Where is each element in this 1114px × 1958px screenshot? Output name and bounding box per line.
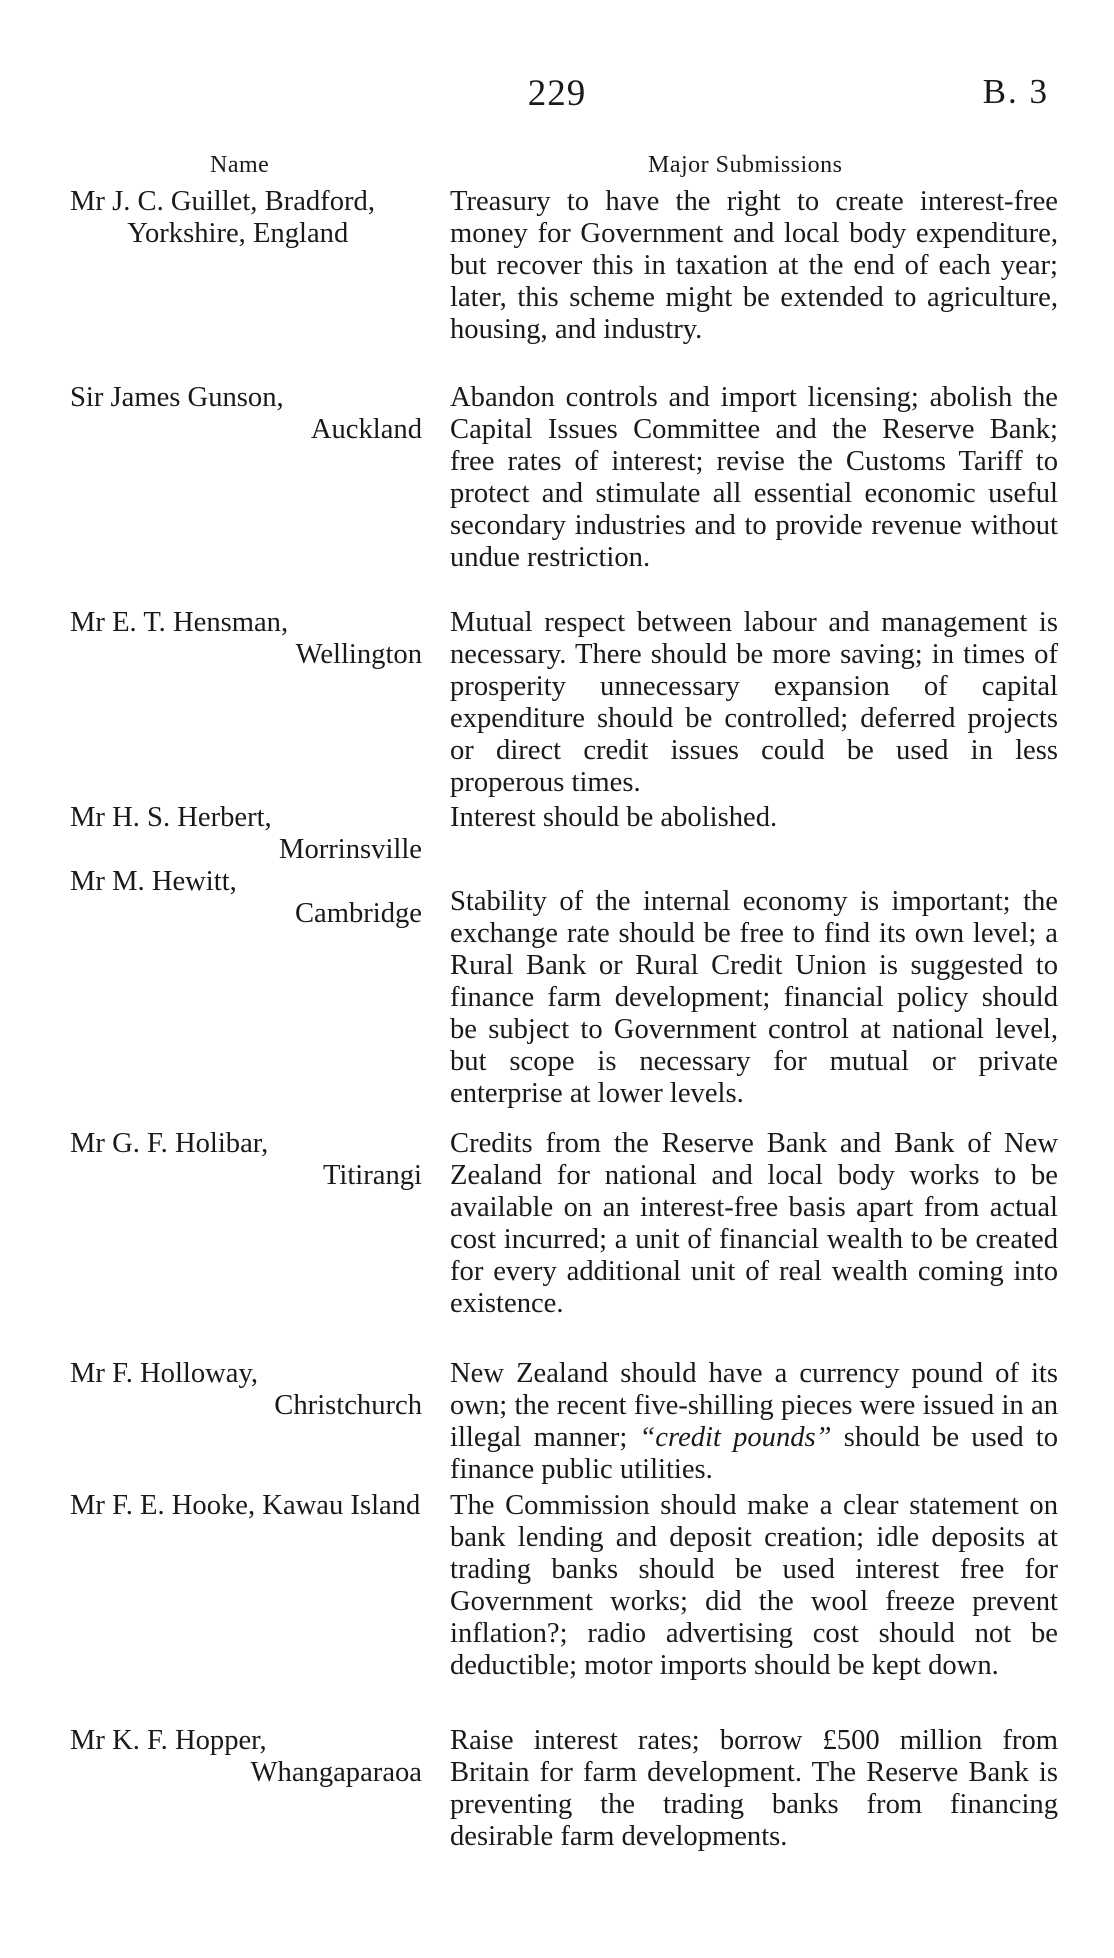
document-reference: B. 3	[982, 72, 1049, 111]
submitter-name: Sir James Gunson,	[70, 382, 284, 413]
column-heading-submissions: Major Submissions	[648, 152, 843, 178]
submitter-name: Mr F. E. Hooke, Kawau Island	[70, 1490, 421, 1521]
submitter-place: Auckland	[310, 414, 422, 445]
submission-text-italic: “credit pounds”	[639, 1422, 832, 1453]
submitter-place: Cambridge	[294, 898, 422, 929]
page-number: 229	[527, 73, 587, 114]
submission-text: Interest should be abolished.	[450, 802, 778, 833]
column-heading-name: Name	[210, 152, 270, 178]
table-row	[70, 802, 1060, 866]
submitter-name: Mr H. S. Herbert,	[70, 802, 272, 833]
submitter-name: Mr J. C. Guillet, Bradford, Yorkshire, England	[70, 186, 375, 249]
submission-text: Mutual respect between labour and management is necessary. There should be more saving; in times of prosperity unnecessary expansion of capital expenditure should be controlled; deferred projects or direct credit issues could be used in less properous times.	[450, 607, 1058, 798]
submitter-name: Mr G. F. Holibar,	[70, 1128, 269, 1159]
submitter-name-cell	[70, 1358, 422, 1490]
submitter-name-cell	[70, 1725, 422, 1855]
submissions-table	[70, 186, 1060, 1855]
table-row	[70, 1358, 1060, 1490]
submitter-name-cell	[70, 607, 422, 802]
submitter-name-cell	[70, 382, 422, 607]
submitter-name-cell	[70, 1128, 422, 1358]
table-row	[70, 186, 1060, 382]
table-row	[70, 1490, 1060, 1725]
submitter-place: Whangaparaoa	[250, 1757, 422, 1788]
submission-text: Treasury to have the right to create interest-free money for Government and local body expenditure, but recover this in taxation at the end of each year; later, this scheme might be extended to agriculture, housing, and industry.	[450, 186, 1058, 345]
submission-text: Stability of the internal economy is important; the exchange rate should be free to find its own level; a Rural Bank or Rural Credit Union is suggested to finance farm development; financial policy should be subject to Government control at national level, but scope is necessary for mutual or private enterprise at lower levels.	[450, 886, 1058, 1109]
submitter-name: Mr E. T. Hensman,	[70, 607, 289, 638]
submission-text: Credits from the Reserve Bank and Bank of New Zealand for national and local body works to be available on an interest-free basis apart from actual cost incurred; a unit of financial wealth to be created for every additional unit of real wealth coming into existence.	[450, 1128, 1058, 1319]
submitter-name: Mr M. Hewitt,	[70, 866, 237, 897]
table-row	[70, 1128, 1060, 1358]
submission-text-part: New Zealand should have a currency pound of its own; the recent five-shilling pieces were issued in an illegal manner;	[450, 1358, 1058, 1453]
submitter-name: Mr K. F. Hopper,	[70, 1725, 267, 1756]
submitter-place: Titirangi	[322, 1160, 422, 1191]
submitter-name-cell	[70, 802, 422, 866]
submitter-name: Mr F. Holloway,	[70, 1358, 259, 1389]
table-row	[70, 1725, 1060, 1855]
submission-text	[450, 1358, 1058, 1490]
submission-text-part: should be used to finance public utilities.	[450, 1422, 1059, 1485]
submitter-place: Christchurch	[274, 1390, 422, 1421]
submission-text: Abandon controls and import licensing; abolish the Capital Issues Committee and the Reserve Bank; free rates of interest; revise the Customs Tariff to protect and stimulate all essential economic useful secondary industries and to provide revenue without undue restriction.	[450, 382, 1058, 573]
submitter-place: Morrinsville	[279, 834, 422, 865]
table-row	[70, 866, 1060, 1128]
table-row	[70, 382, 1060, 607]
submitter-name-cell	[70, 1490, 422, 1725]
submission-text: The Commission should make a clear statement on bank lending and deposit creation; idle deposits at trading banks should be used interest free for Government works; did the wool freeze prevent inflation?; radio advertising cost should not be deductible; motor imports should be kept down.	[450, 1490, 1058, 1681]
submitter-name-cell	[70, 186, 422, 382]
submitter-place: Wellington	[295, 639, 422, 670]
submission-text: Raise interest rates; borrow £500 million from Britain for farm development. The Reserve Bank is preventing the trading banks from financing desirable farm developments.	[450, 1725, 1058, 1852]
submitter-name-cell	[70, 866, 422, 1128]
table-row	[70, 607, 1060, 802]
